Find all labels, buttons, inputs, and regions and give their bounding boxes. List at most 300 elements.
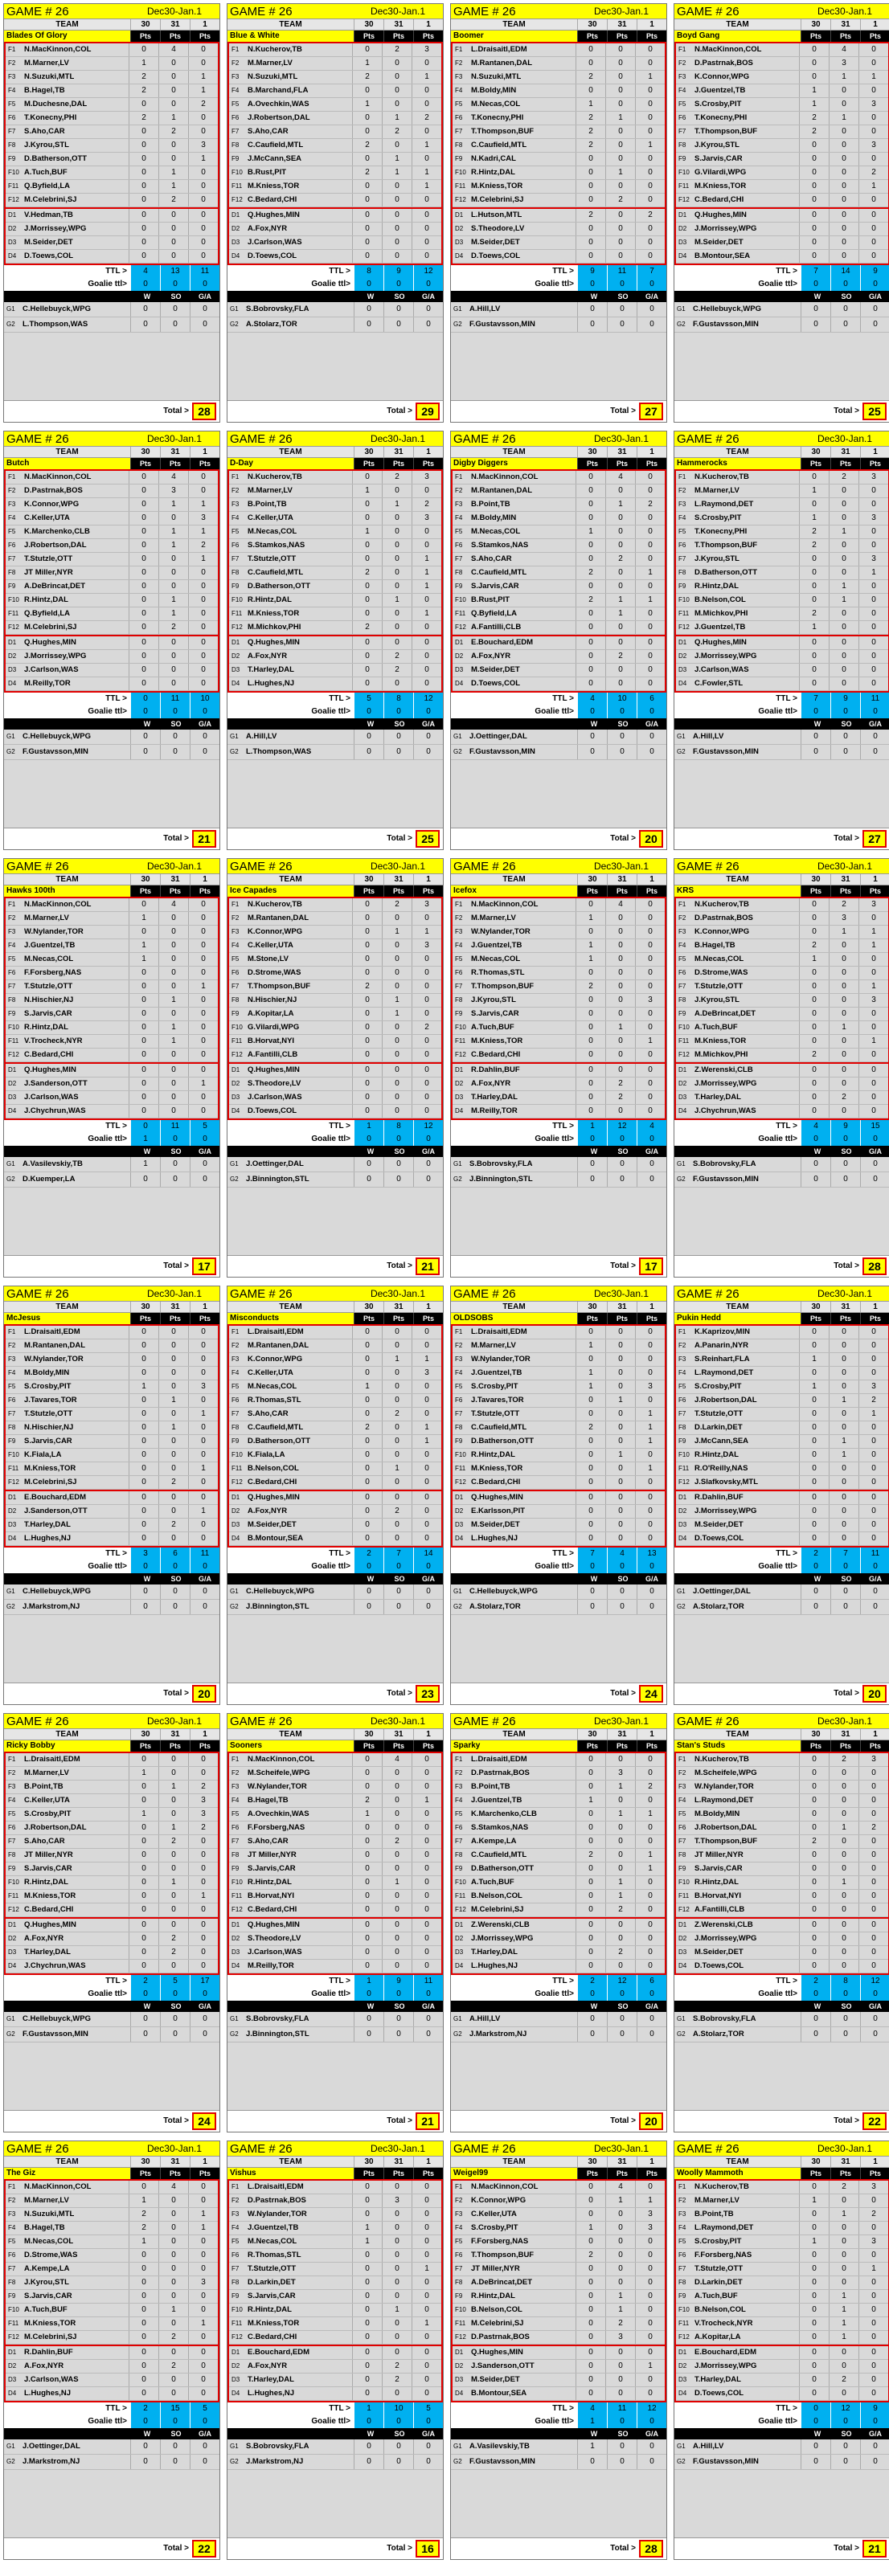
pts-label: Pts — [860, 458, 889, 469]
player-points: 0 — [829, 1339, 858, 1352]
position-label: F5 — [8, 955, 16, 963]
goalie-row — [227, 317, 443, 333]
player-points: 0 — [576, 485, 605, 497]
position-label: F8 — [678, 996, 686, 1004]
position-label: F11 — [8, 1892, 19, 1899]
goalie-header-row — [4, 291, 219, 302]
team-name-row — [451, 2168, 666, 2179]
player-row — [229, 1049, 441, 1062]
goalie-total-row — [451, 1133, 666, 1146]
player-points: 0 — [129, 594, 158, 607]
player-points: 0 — [412, 967, 441, 979]
player-name: B.Nelson,COL — [248, 1464, 299, 1473]
position-label: F3 — [8, 501, 16, 508]
total-label: Total > — [387, 834, 412, 843]
goalie-ttl-value: 0 — [354, 705, 383, 718]
player-points: 0 — [576, 1753, 605, 1766]
player-name: S.Jarvis,CAR — [24, 1864, 72, 1873]
player-points: 0 — [412, 2194, 441, 2207]
player-points: 0 — [605, 1035, 635, 1048]
player-points: 0 — [188, 594, 218, 607]
player-name: Q.Hughes,MIN — [471, 1493, 523, 1502]
player-points: 0 — [382, 2235, 412, 2248]
player-points: 0 — [858, 1903, 888, 1916]
player-points: 1 — [188, 84, 218, 97]
day-label: 31 — [830, 447, 860, 457]
goalie-stat: 0 — [607, 1172, 637, 1187]
player-name: S.Theodore,LV — [471, 224, 525, 233]
position-label: D3 — [8, 1094, 17, 1101]
goalie-stat: 0 — [830, 317, 860, 332]
player-points: 0 — [129, 636, 158, 649]
player-name: W.Nylander,TOR — [248, 1782, 307, 1791]
goalie-total-row — [227, 278, 443, 291]
team-card — [3, 858, 220, 1278]
player-points: 0 — [829, 1077, 858, 1090]
player-points: 0 — [799, 71, 829, 84]
goalie-row — [227, 1584, 443, 1600]
goalie-col-label: SO — [841, 2002, 852, 2010]
player-row — [6, 2181, 218, 2194]
player-points: 1 — [605, 2304, 635, 2316]
position-label: G1 — [453, 2015, 462, 2022]
player-points: 0 — [799, 1394, 829, 1407]
day-label: 30 — [577, 1302, 607, 1312]
defense-block — [674, 1062, 889, 1120]
goalie-col-label: SO — [841, 2430, 852, 2438]
game-number: GAME # 26 — [453, 431, 516, 446]
player-points: 0 — [635, 2249, 665, 2262]
player-points: 0 — [352, 967, 382, 979]
player-row — [229, 1532, 441, 1546]
goalie-col-label: W — [590, 2430, 598, 2438]
goalie-stat: 0 — [190, 302, 219, 317]
player-name: T.Stutzle,OTT — [471, 1409, 520, 1418]
player-points: 0 — [129, 1946, 158, 1959]
player-name: L.Draisaitl,EDM — [248, 1327, 304, 1336]
player-points: 0 — [829, 636, 858, 649]
player-row — [229, 2317, 441, 2331]
player-name: J.Robertson,DAL — [248, 113, 310, 122]
defense-block — [674, 635, 889, 693]
player-name: K.Fiala,LA — [248, 1450, 285, 1459]
goalie-header-spacer — [451, 2001, 580, 2012]
goalie-col-label: W — [590, 1147, 598, 1155]
player-points: 0 — [576, 2346, 605, 2359]
player-points: 1 — [576, 1380, 605, 1393]
player-points: 0 — [829, 1421, 858, 1434]
player-points: 2 — [158, 1946, 188, 1959]
player-name: S.Crosby,PIT — [471, 2223, 518, 2232]
position-label: D2 — [231, 1507, 240, 1515]
goalie-name: J.Binnington,STL — [246, 1602, 309, 1611]
goalie-col-label: W — [143, 1575, 151, 1583]
player-name: J.Kyrou,STL — [694, 554, 739, 563]
player-points: 0 — [129, 1919, 158, 1932]
goalie-header-row — [4, 2428, 219, 2439]
total-value: 21 — [862, 2540, 887, 2558]
player-points: 0 — [605, 2360, 635, 2373]
player-points: 1 — [412, 607, 441, 620]
player-points: 0 — [188, 967, 218, 979]
goalie-stat: 0 — [354, 1584, 383, 1599]
player-points: 0 — [129, 485, 158, 497]
player-row — [676, 1353, 888, 1367]
player-row — [453, 2331, 665, 2345]
position-label: D4 — [8, 252, 17, 260]
goalie-col-label: W — [590, 720, 598, 728]
player-points: 0 — [829, 980, 858, 993]
ttl-value: 7 — [830, 1548, 860, 1560]
goalie-header-row — [674, 1146, 889, 1157]
player-row — [453, 1890, 665, 1903]
player-name: L.Hughes,NJ — [24, 2389, 72, 2398]
player-points: 0 — [352, 677, 382, 690]
player-row — [229, 2387, 441, 2401]
position-label: G1 — [453, 1160, 462, 1167]
player-points: 1 — [382, 994, 412, 1007]
goalie-header-row — [4, 1573, 219, 1584]
goalie-stat: 0 — [830, 745, 860, 759]
player-name: A.Fox,NYR — [248, 224, 288, 233]
player-row — [229, 2276, 441, 2290]
player-row — [229, 112, 441, 125]
position-label: D3 — [455, 1521, 464, 1528]
player-name: T.Konecny,PHI — [694, 527, 748, 536]
player-points: 0 — [412, 209, 441, 222]
player-points: 0 — [635, 939, 665, 952]
position-label: F10 — [231, 596, 243, 603]
goalie-row — [451, 2027, 666, 2042]
player-points: 1 — [412, 1794, 441, 1807]
player-name: S.Jarvis,CAR — [694, 1864, 743, 1873]
goalie-total-row — [227, 1988, 443, 2001]
player-name: D.Batherson,OTT — [471, 1864, 535, 1873]
team-column-label: TEAM — [502, 2157, 526, 2166]
player-row — [676, 1890, 888, 1903]
player-points: 0 — [858, 125, 888, 138]
position-label: F4 — [455, 942, 463, 949]
team-card — [450, 858, 667, 1278]
position-label: F9 — [678, 583, 686, 590]
player-points: 0 — [635, 125, 665, 138]
player-name: J.Morrissey,WPG — [694, 1934, 757, 1943]
player-points: 0 — [158, 677, 188, 690]
position-label: D1 — [678, 1494, 687, 1501]
player-points: 0 — [605, 250, 635, 263]
team-card — [674, 431, 889, 850]
player-name: J.Kyrou,STL — [694, 141, 739, 149]
ttl-value: 3 — [130, 1548, 160, 1560]
goalie-stat: 0 — [801, 2027, 830, 2042]
position-label: F10 — [455, 1024, 466, 1031]
ttl-label: TTL > — [329, 1122, 350, 1131]
position-label: G2 — [453, 2030, 462, 2038]
player-row — [676, 1064, 888, 1077]
player-points: 0 — [799, 980, 829, 993]
goalie-col-label: W — [143, 292, 151, 301]
player-points: 0 — [635, 57, 665, 70]
player-points: 1 — [635, 1462, 665, 1475]
game-header — [674, 859, 889, 874]
defense-block — [451, 207, 666, 265]
player-points: 1 — [129, 2194, 158, 2207]
goalie-ttl-value: 0 — [607, 1988, 637, 2001]
player-name: A.DeBrincat,DET — [694, 1009, 756, 1018]
player-points: 0 — [858, 1505, 888, 1518]
player-points: 0 — [829, 153, 858, 166]
ttl-value: 9 — [830, 1120, 860, 1133]
position-label: F2 — [455, 487, 463, 494]
goalie-stat: 0 — [354, 730, 383, 744]
player-points: 0 — [352, 939, 382, 952]
player-row — [229, 553, 441, 566]
goalie-stat: 0 — [130, 2027, 160, 2042]
player-points: 0 — [129, 2317, 158, 2330]
player-points: 0 — [352, 2208, 382, 2221]
player-points: 0 — [412, 236, 441, 249]
player-name: T.Konecny,PHI — [24, 113, 77, 122]
player-points: 0 — [829, 2235, 858, 2248]
player-points: 0 — [352, 1946, 382, 1959]
player-name: M.Boldy,MIN — [24, 1368, 70, 1377]
player-name: B.Nelson,COL — [471, 1891, 522, 1900]
pts-label: Pts — [354, 885, 383, 897]
player-points: 2 — [829, 2374, 858, 2386]
player-points: 3 — [858, 98, 888, 111]
player-row — [453, 1077, 665, 1091]
player-points: 0 — [858, 607, 888, 620]
player-points: 0 — [799, 1435, 829, 1448]
player-points: 0 — [605, 485, 635, 497]
player-points: 0 — [352, 250, 382, 263]
day-label: 30 — [354, 2157, 383, 2167]
player-points: 0 — [829, 1353, 858, 1366]
player-row — [6, 1380, 218, 1394]
goalie-ttl-label: Goalie ttl> — [758, 2417, 797, 2426]
player-points: 0 — [605, 566, 635, 579]
position-label: D2 — [455, 1935, 464, 1942]
player-name: S.Theodore,LV — [248, 1079, 301, 1088]
player-points: 1 — [412, 71, 441, 84]
position-label: F12 — [455, 1051, 466, 1058]
position-label: F4 — [8, 1797, 16, 1804]
player-row — [453, 1835, 665, 1849]
ttl-value: 6 — [160, 1548, 190, 1560]
position-label: D4 — [455, 252, 464, 260]
goalie-col-label: SO — [617, 2002, 629, 2010]
player-points: 0 — [188, 485, 218, 497]
player-points: 0 — [799, 1767, 829, 1780]
day-label: 31 — [830, 1302, 860, 1312]
player-name: T.Harley,DAL — [694, 2375, 741, 2384]
position-label: F8 — [8, 569, 16, 576]
player-row — [676, 1532, 888, 1546]
ttl-value: 2 — [801, 1975, 830, 1988]
position-label: F11 — [455, 2320, 466, 2327]
player-points: 0 — [158, 967, 188, 979]
goalie-col-label: SO — [394, 720, 405, 728]
goalie-total-row — [4, 278, 219, 291]
goalie-col-label: SO — [170, 292, 182, 301]
goalie-header-row — [227, 2001, 443, 2012]
total-row — [451, 828, 666, 849]
game-number: GAME # 26 — [453, 1286, 516, 1301]
player-points: 2 — [129, 2222, 158, 2235]
player-points: 0 — [158, 98, 188, 111]
player-points: 0 — [858, 1532, 888, 1545]
position-label: F2 — [231, 59, 240, 67]
position-label: D3 — [231, 1521, 240, 1528]
position-label: F7 — [8, 2265, 16, 2272]
player-points: 0 — [129, 250, 158, 263]
goalie-stat: 0 — [354, 1600, 383, 1614]
player-points: 0 — [129, 125, 158, 138]
player-name: T.Thompson,BUF — [248, 982, 311, 991]
player-row — [6, 607, 218, 621]
goalie-row — [227, 302, 443, 317]
position-label: F6 — [231, 1396, 240, 1404]
position-label: F2 — [8, 1342, 16, 1349]
goalie-name: F.Gustavsson,MIN — [693, 320, 759, 329]
player-row — [453, 566, 665, 580]
player-row — [229, 1946, 441, 1960]
player-points: 0 — [635, 166, 665, 179]
team-name-row — [227, 1740, 443, 1752]
ttl-label: TTL > — [776, 1122, 797, 1131]
player-points: 0 — [129, 1753, 158, 1766]
player-row — [6, 1835, 218, 1849]
defense-block — [227, 1062, 443, 1120]
position-label: D4 — [8, 1535, 17, 1542]
player-points: 3 — [858, 2235, 888, 2248]
player-points: 0 — [188, 926, 218, 938]
day-label: 31 — [830, 2157, 860, 2167]
team-column-label: TEAM — [279, 1730, 302, 1739]
player-points: 0 — [158, 2290, 188, 2303]
team-name: Vishus — [227, 2168, 354, 2179]
player-points: 0 — [635, 677, 665, 690]
player-name: M.Celebrini,SJ — [471, 195, 524, 204]
goalie-name: J.Oettinger,DAL — [693, 1587, 751, 1596]
player-points: 0 — [605, 1919, 635, 1932]
player-points: 2 — [382, 664, 412, 677]
position-label: F3 — [455, 2210, 463, 2218]
game-dates: Dec30-Jan.1 — [146, 2143, 203, 2154]
player-points: 0 — [799, 912, 829, 925]
total-label: Total > — [834, 407, 859, 415]
player-points: 0 — [576, 1105, 605, 1118]
goalie-ttl-value: 0 — [354, 1133, 383, 1146]
player-points: 0 — [158, 1505, 188, 1518]
defense-block — [227, 1490, 443, 1548]
goalie-stat: 0 — [607, 317, 637, 332]
player-points: 0 — [158, 2346, 188, 2359]
card-spacer — [4, 760, 219, 828]
goalie-stat: 0 — [190, 1172, 219, 1187]
player-row — [676, 485, 888, 498]
position-label: F1 — [8, 2183, 16, 2190]
player-points: 0 — [799, 1753, 829, 1766]
player-row — [453, 1380, 665, 1394]
player-points: 0 — [188, 2249, 218, 2262]
player-points: 0 — [799, 236, 829, 249]
player-points: 0 — [412, 2276, 441, 2289]
player-points: 3 — [858, 512, 888, 525]
player-name: C.Keller,UTA — [248, 1368, 293, 1377]
goalie-ttl-value: 0 — [577, 1133, 607, 1146]
player-row — [6, 180, 218, 194]
player-row — [229, 139, 441, 153]
player-name: L.Raymond,DET — [694, 500, 754, 509]
player-points: 1 — [129, 1767, 158, 1780]
defense-block — [674, 2345, 889, 2402]
goalie-ttl-value: 0 — [130, 1988, 160, 2001]
ttl-value: 8 — [383, 1120, 413, 1133]
ttl-value: 10 — [190, 693, 219, 705]
goalie-col-label: W — [813, 720, 821, 728]
game-dates: Dec30-Jan.1 — [817, 1715, 873, 1727]
player-points: 1 — [635, 566, 665, 579]
position-label: F7 — [8, 1410, 16, 1417]
total-row — [674, 1683, 889, 1704]
goalie-col-label: G/A — [868, 1575, 882, 1583]
player-points: 0 — [412, 1449, 441, 1462]
goalie-name: J.Binnington,STL — [246, 2030, 309, 2038]
goalie-header-row — [227, 1573, 443, 1584]
day-label: 31 — [830, 1729, 860, 1740]
player-row — [676, 1380, 888, 1394]
player-row — [676, 1794, 888, 1808]
position-label: D3 — [678, 1521, 687, 1528]
goalie-row — [674, 1172, 889, 1188]
pts-label: Pts — [830, 885, 860, 897]
player-row — [453, 2290, 665, 2304]
position-label: G1 — [6, 733, 15, 740]
player-points: 0 — [799, 1781, 829, 1793]
player-row — [229, 1326, 441, 1339]
player-name: S.Jarvis,CAR — [471, 1009, 519, 1018]
player-points: 0 — [858, 43, 888, 56]
player-row — [229, 485, 441, 498]
position-label: F10 — [678, 169, 690, 176]
position-label: F3 — [231, 501, 240, 508]
player-points: 0 — [829, 953, 858, 966]
player-row — [6, 71, 218, 84]
player-name: L.Hughes,NJ — [471, 1534, 518, 1543]
position-label: F11 — [678, 610, 690, 617]
goalie-ttl-value: 0 — [160, 1133, 190, 1146]
player-row — [6, 2208, 218, 2222]
position-label: F3 — [455, 73, 463, 80]
goalie-stat: 0 — [130, 2012, 160, 2026]
forwards-block — [451, 1324, 666, 1490]
player-points: 0 — [829, 1767, 858, 1780]
player-points: 1 — [829, 2208, 858, 2221]
player-points: 0 — [635, 1946, 665, 1959]
player-name: N.Suzuki,MTL — [471, 72, 522, 81]
player-points: 3 — [858, 553, 888, 566]
player-name: C.Keller,UTA — [248, 941, 293, 950]
player-points: 0 — [129, 1822, 158, 1834]
position-label: F8 — [455, 996, 463, 1004]
position-label: G2 — [230, 748, 239, 755]
player-name: S.Jarvis,CAR — [24, 2292, 72, 2300]
player-points: 0 — [129, 1932, 158, 1945]
player-points: 3 — [158, 485, 188, 497]
goalie-ttl-value: 0 — [637, 1988, 666, 2001]
position-label: D2 — [231, 1935, 240, 1942]
